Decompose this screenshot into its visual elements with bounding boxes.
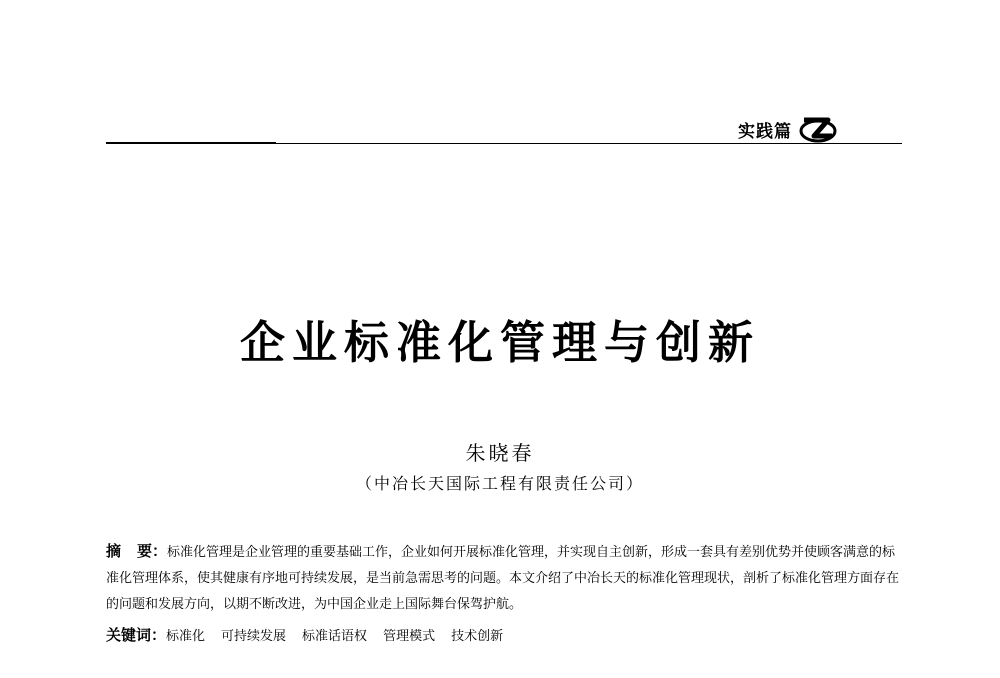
- keyword-item: 标准化: [166, 629, 206, 644]
- keyword-item: 标准话语权: [302, 629, 368, 644]
- keyword-item: 可持续发展: [221, 629, 287, 644]
- section-label: 实践篇: [738, 121, 792, 142]
- author-name: 朱晓春: [465, 441, 535, 465]
- abstract-text: 标准化管理是企业管理的重要基础工作，企业如何开展标准化管理，并实现自主创新，形成一套具有差别优势并使顾客满意的标准化管理体系，使其健康有序地可持续发展，是当前急需思考的问题。本文介绍了中冶长天的标准化管理现状，剖析了标准化管理方面存在的问题和发展方向，以期不断改进，为中国企业走上国际舞台保驾护航。: [106, 545, 900, 612]
- abstract-label-char1: 摘: [106, 542, 122, 560]
- abstract: [106, 538, 906, 618]
- article-title: 企业标准化管理与创新: [239, 316, 760, 369]
- keywords-label: 关键词：: [106, 626, 167, 644]
- keyword-item: 管理模式: [383, 629, 436, 644]
- header-rule-accent: [106, 142, 276, 144]
- page-header: [738, 112, 838, 146]
- keyword-item: 技术创新: [451, 629, 504, 644]
- abstract-label: [106, 542, 167, 560]
- keywords: [106, 622, 906, 650]
- abstract-label-char2: 要：: [137, 542, 168, 560]
- author-affiliation: （中冶长天国际工程有限责任公司）: [355, 474, 644, 493]
- journal-logo-icon: [798, 112, 838, 146]
